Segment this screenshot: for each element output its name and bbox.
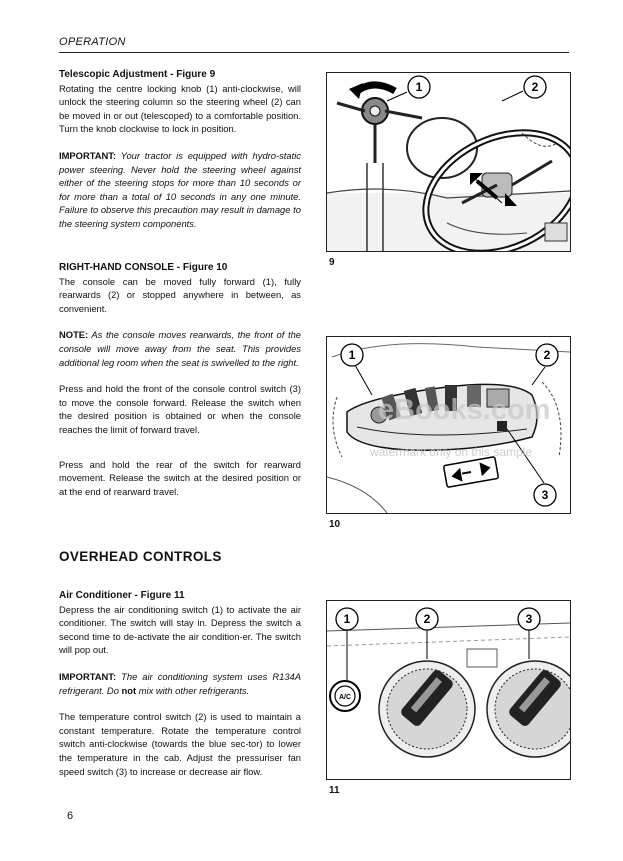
overhead-controls-title: OVERHEAD CONTROLS: [59, 549, 222, 564]
ac-switch-label: A/C: [338, 694, 352, 701]
important-label: IMPORTANT:: [59, 149, 117, 161]
important-text: Your tractor is equipped with hydro-static power steering. Never hold the steering wheel against either of the steering stops for more than 10 seconds or for more than a total of 10 seconds in any one minute. Failure to observe this precaution may result in damage to the steering system components.: [59, 149, 301, 229]
aircon-body: Depress the air conditioning switch (1) to activate the air conditioner. The switch will stay in. Depress the switch a second time to de-activate the air condition-er. The switch will pop out.: [59, 603, 301, 656]
console-heading: RIGHT-HAND CONSOLE - Figure 10: [59, 262, 228, 273]
callout-1-label: 1: [415, 80, 423, 94]
note-label: NOTE:: [59, 329, 89, 341]
telescopic-section: [59, 68, 301, 231]
aircon-important: [59, 670, 301, 697]
steering-illustration: [327, 73, 570, 251]
watermark-notice: watermark only on this sample: [370, 445, 533, 459]
telescopic-important: [59, 149, 301, 231]
callout-1-label: 1: [348, 348, 356, 362]
aircon-section: [59, 589, 301, 778]
page-number: 6: [67, 810, 74, 822]
console-section: [59, 261, 301, 498]
console-note: [59, 328, 301, 369]
aircon-important-label: IMPORTANT:: [59, 670, 117, 682]
aircon-important-post: mix with other refrigerants.: [136, 684, 250, 696]
telescopic-heading: Telescopic Adjustment - Figure 9: [59, 69, 216, 80]
header-rule: [59, 52, 569, 53]
callout-1-label: 1: [343, 612, 351, 626]
watermark-site: eBooks.com: [378, 394, 551, 426]
figure-11-number: 11: [329, 785, 340, 796]
figure-9-number: 9: [329, 257, 335, 268]
console-body: The console can be moved fully forward (1), fully rearwards (2) or stopped anywhere in between, as convenient.: [59, 275, 301, 314]
note-text: As the console moves rearwards, the front of the console will move away from the seat. This provides additional leg room when the seat is swivelled to the right.: [59, 329, 301, 368]
callout-2-label: 2: [423, 612, 431, 626]
console-para-forward: Press and hold the front of the console control switch (3) to move the console forward. Release the switch when the desired position is obtained or when the console reaches the limit of forward travel.: [59, 383, 301, 435]
figure-10-number: 10: [329, 519, 341, 530]
callout-2-label: 2: [531, 80, 539, 94]
overhead-illustration: [327, 601, 570, 779]
console-para-rearward: Press and hold the rear of the switch for rearward movement. Release the switch at the desired position or at the end of rearward travel.: [59, 458, 301, 497]
running-header: OPERATION: [59, 36, 126, 48]
aircon-para-temperature: The temperature control switch (2) is used to maintain a constant temperature. Rotate the temperature control switch anti-clockwise (towards the blue sec-tor) to lower the temperature in the cab. Adjust the pressuriser fan speed switch (3) to increase or decrease air flow.: [59, 711, 301, 777]
aircon-important-not: not: [121, 684, 137, 696]
figure-11-overhead: [326, 600, 571, 780]
aircon-important-pre: The air conditioning system uses R134A refrigerant. Do: [59, 670, 301, 696]
telescopic-body: Rotating the centre locking knob (1) anti-clockwise, will unlock the steering column so the steering wheel (2) can be moved in or out (telescoped) to a comfortable position. Turn the knob clockwise to lock in position.: [59, 82, 301, 135]
figure-9-steering-wheel: [326, 72, 571, 252]
callout-2-label: 2: [543, 348, 551, 362]
aircon-heading: Air Conditioner - Figure 11: [59, 590, 185, 601]
callout-3-label: 3: [541, 488, 549, 502]
callout-3-label: 3: [525, 612, 533, 626]
